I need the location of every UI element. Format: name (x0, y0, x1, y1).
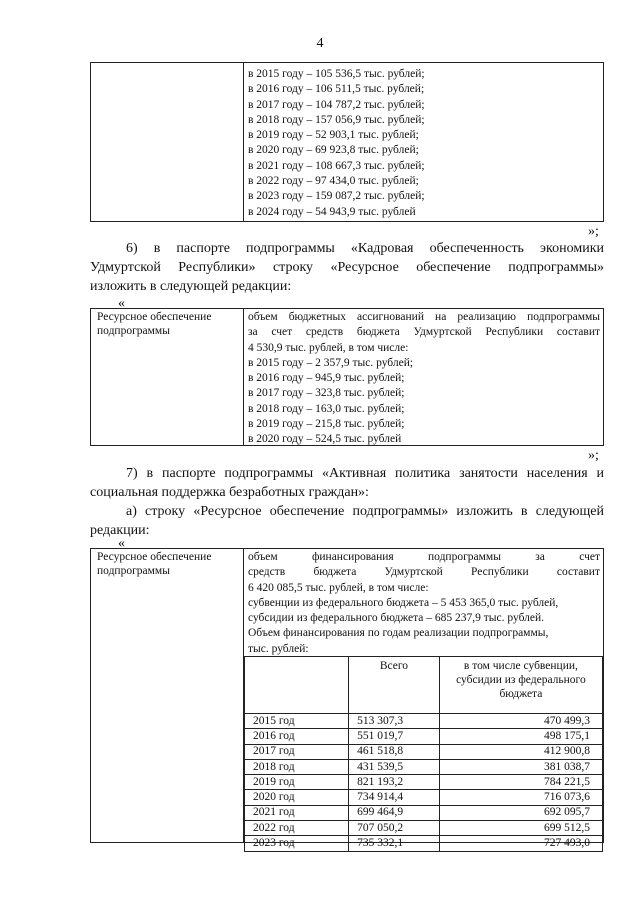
close-quote: »; (588, 224, 599, 239)
text-line: в 2017 году – 323,8 тыс. рублей; (248, 387, 405, 400)
label-line: Ресурсное обеспечение (97, 311, 212, 323)
subsidy-cell: 498 175,1 (439, 729, 602, 744)
table-row (245, 744, 603, 759)
table-row (245, 729, 603, 744)
text-line: субвенции из федерального бюджета – 5 453 365,0 тыс. рублей, (248, 596, 559, 609)
paragraph-7 (90, 464, 604, 502)
text-line: в 2019 году – 215,8 тыс. рублей; (248, 418, 405, 431)
text-line: Удмуртской Республики» строку «Ресурсное обеспечение подпрограммы» (90, 260, 604, 275)
text-line: в 2015 году – 2 357,9 тыс. рублей; (248, 356, 414, 369)
year-cell: 2022 год (245, 821, 349, 836)
table-funding-continued (90, 62, 604, 222)
year-cell: 2016 год (245, 729, 349, 744)
funding-year-line: в 2022 году – 97 434,0 тыс. рублей; (248, 175, 419, 188)
text-line: редакции: (90, 523, 150, 538)
label-line: подпрограммы (97, 325, 170, 337)
funding-year-line: в 2016 году – 106 511,5 тыс. рублей; (248, 83, 425, 96)
funding-year-line: в 2020 году – 69 923,8 тыс. рублей; (248, 144, 419, 157)
year-cell: 2017 год (245, 744, 349, 759)
funding-year-line: в 2023 году – 159 087,2 тыс. рублей; (248, 190, 425, 203)
table-zanyatost (90, 548, 604, 850)
subsidy-cell: 470 499,3 (439, 714, 602, 729)
total-cell: 461 518,8 (349, 744, 440, 759)
text-line: а) строку «Ресурсное обеспечение подпрограммы» изложить в следующей (126, 504, 604, 519)
table-kadrovaya (90, 308, 604, 446)
text-line: тыс. рублей: (248, 642, 309, 655)
text-line: 7) в паспорте подпрограммы «Активная политика занятости населения и (126, 466, 604, 481)
year-cell: 2023 год (245, 836, 349, 851)
column-header (245, 657, 349, 714)
table-row (245, 775, 603, 790)
funding-text (248, 550, 600, 657)
table-row (245, 714, 603, 729)
year-cell: 2020 год (245, 790, 349, 805)
funding-by-year-table (244, 656, 603, 852)
paragraph-6 (90, 239, 604, 296)
table-row (245, 821, 603, 836)
subsidy-cell: 699 512,5 (439, 821, 602, 836)
text-line: Объем финансирования по годам реализации подпрограммы, (248, 627, 549, 640)
table-label-cell (91, 309, 244, 445)
funding-year-line: в 2024 году – 54 943,9 тыс. рублей (248, 205, 416, 218)
column-header: в том числе субвенции, субсидии из федерального бюджета (439, 657, 602, 714)
subsidy-cell: 412 900,8 (439, 744, 602, 759)
text-line: в 2016 году – 945,9 тыс. рублей; (248, 372, 405, 385)
total-cell: 431 539,5 (349, 759, 440, 774)
paragraph-7a (90, 502, 604, 540)
column-header: Всего (349, 657, 440, 714)
year-cell: 2019 год (245, 775, 349, 790)
text-line: субсидии из федерального бюджета – 685 237,9 тыс. рублей. (248, 612, 545, 625)
text-line: в 2018 году – 163,0 тыс. рублей; (248, 402, 405, 415)
close-quote: »; (588, 448, 599, 463)
subsidy-cell: 727 493,0 (439, 836, 602, 851)
table-row (245, 790, 603, 805)
text-line: средств бюджета Удмуртской Республики составит (248, 566, 600, 579)
table-row (245, 836, 603, 851)
text-line: 6 420 085,5 тыс. рублей, в том числе: (248, 581, 429, 594)
text-line: в 2020 году – 524,5 тыс. рублей (248, 433, 402, 446)
page-number: 4 (316, 36, 324, 51)
table-row (245, 805, 603, 820)
subsidy-cell: 692 095,7 (439, 805, 602, 820)
total-cell: 513 307,3 (349, 714, 440, 729)
funding-text (248, 310, 600, 448)
funding-year-line: в 2017 году – 104 787,2 тыс. рублей; (248, 98, 425, 111)
subsidy-cell: 784 221,5 (439, 775, 602, 790)
text-line: объем бюджетных ассигнований на реализацию подпрограммы (248, 311, 600, 323)
funding-years-list (248, 67, 425, 220)
text-line: изложить в следующей редакции: (90, 279, 292, 294)
text-line: 6) в паспорте подпрограммы «Кадровая обеспеченность экономики (126, 241, 604, 256)
total-cell: 551 019,7 (349, 729, 440, 744)
text-line: 4 530,9 тыс. рублей, в том числе: (248, 341, 409, 354)
funding-year-line: в 2021 году – 108 667,3 тыс. рублей; (248, 159, 425, 172)
subsidy-cell: 716 073,6 (439, 790, 602, 805)
total-cell: 707 050,2 (349, 821, 440, 836)
text-line: объем финансирования подпрограммы за счет (248, 551, 600, 563)
total-cell: 735 332,1 (349, 836, 440, 851)
label-line: подпрограммы (97, 565, 170, 577)
total-cell: 734 914,4 (349, 790, 440, 805)
table-label-cell (91, 549, 244, 842)
open-quote: « (118, 536, 125, 551)
table-label-cell (91, 63, 244, 221)
funding-year-line: в 2018 году – 157 056,9 тыс. рублей; (248, 113, 425, 126)
label-line: Ресурсное обеспечение (97, 551, 212, 563)
table-header-row (245, 657, 603, 714)
open-quote: « (118, 296, 125, 311)
subsidy-cell: 381 038,7 (439, 759, 602, 774)
year-cell: 2015 год (245, 714, 349, 729)
text-line: за счет средств бюджета Удмуртской Республики составит (248, 326, 600, 339)
funding-year-line: в 2015 году – 105 536,5 тыс. рублей; (248, 68, 425, 80)
year-cell: 2021 год (245, 805, 349, 820)
total-cell: 821 193,2 (349, 775, 440, 790)
funding-year-line: в 2019 году – 52 903,1 тыс. рублей; (248, 129, 419, 142)
total-cell: 699 464,9 (349, 805, 440, 820)
year-cell: 2018 год (245, 759, 349, 774)
text-line: социальная поддержка безработных граждан»: (90, 485, 369, 500)
table-row (245, 759, 603, 774)
